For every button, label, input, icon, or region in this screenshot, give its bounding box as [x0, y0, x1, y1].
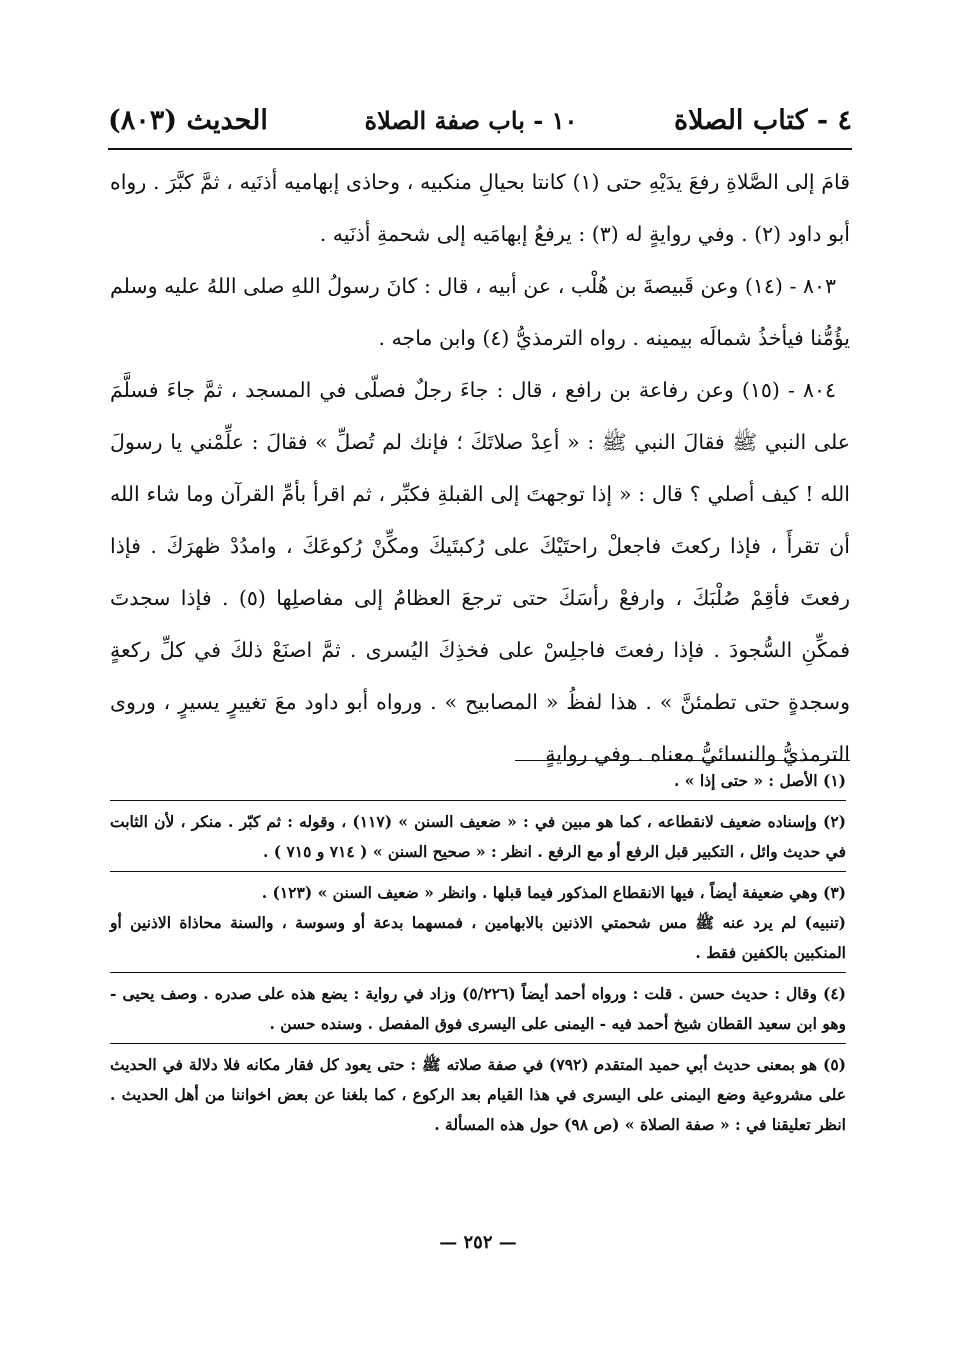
footnote-2: (٢) وإسناده ضعيف لانقطاعه ، كما هو مبين في : « ضعيف السنن » (١١٧) ، وقوله : ثم كبّر . منكر ، لأن الثابت في حديث وائل ، التكبير قبل الرفع أو مع الرفع . انظر : « صحيح السنن » ( ٧١٤ و ٧١٥ ) .	[110, 812, 846, 861]
page-number: — ٢٥٢ —	[439, 1232, 517, 1253]
footnote-4: (٤) وقال : حديث حسن . قلت : ورواه أحمد أيضاً (٥/٢٢٦) وزاد في رواية : يضع هذه على صدره . وصف يحيى - وهو ابن سعيد القطان شيخ أحمد فيه - اليمنى على اليسرى فوق المفصل . وسنده حسن .	[110, 984, 846, 1033]
footnote-divider	[110, 972, 846, 973]
footnote-5: (٥) هو بمعنى حديث أبي حميد المتقدم (٧٩٢) في صفة صلاته ﷺ : حتى يعود كل فقار مكانه فلا دلالة في الحديث على مشروعية وضع اليمنى على اليسرى في هذا القيام بعد الركوع ، كما بلغنا عن بعض اخواننا من أهل الحديث . انظر تعليقنا في : « صفة الصلاة » (ص ٩٨) حول هذه المسألة .	[110, 1055, 847, 1134]
footnote-divider	[110, 871, 846, 872]
header-chapter-title: ١٠ - باب صفة الصلاة	[364, 105, 578, 135]
header-book-title: ٤ - كتاب الصلاة	[674, 104, 852, 136]
footnote-separator	[515, 760, 850, 761]
footnote-divider	[110, 800, 846, 801]
paragraph-continuation: قامَ إلى الصَّلاةِ رفعَ يدَيْهِ حتى (١) كانتا بحيالِ منكبيه ، وحاذى إبهاميه أذنَيه ، ثمَّ كبَّرَ . رواه أبو داود (٢) . وفي روايةٍ له (٣) : يرفعُ إبهامَيه إلى شحمةِ أذنَيه .	[110, 170, 850, 246]
running-header	[108, 98, 852, 142]
paragraph-hadith-804: ٨٠٤ - (١٥) وعن رفاعة بن رافع ، قال : جاءَ رجلٌ فصلّى في المسجد ، ثمَّ جاءَ فسلَّمَ على النبي ﷺ فقالَ النبي ﷺ : « أعِدْ صلاتَكَ ؛ فإنك لم تُصلِّ » فقالَ : علِّمْني يا رسولَ الله ! كيف أصلي ؟ قال : « إذا توجهتَ إلى القبلةِ فكبِّر ، ثم اقرأ بأمِّ القرآن وما شاء الله أن تقرأَ ، فإذا ركعتَ فاجعلْ راحتَيْكَ على رُكبتَيكَ ومكِّنْ رُكوعَكَ ، وامدُدْ ظهرَكَ . فإذا رفعتَ فأقِمْ صُلْبَكَ ، وارفعْ رأسَكَ حتى ترجعَ العظامُ إلى مفاصلِها (٥) . فإذا سجدتَ فمكِّنِ السُّجودَ . فإذا رفعتَ فاجلِسْ على فخذِكَ اليُسرى . ثمَّ اصنَعْ ذلكَ في كلِّ ركعةٍ وسجدةٍ حتى تطمئنَّ » . هذا لفظُ « المصابيح » . ورواه أبو داود معَ تغييرٍ يسيرٍ ، وروى الترمذيُّ والنسائيُّ معناه . وفي روايةٍ	[110, 378, 850, 766]
header-divider	[108, 148, 852, 150]
header-hadith-number: الحديث (٨٠٣)	[108, 104, 268, 136]
footnote-3: (٣) وهي ضعيفة أيضاً ، فيها الانقطاع المذكور فيما قبلها . وانظر « ضعيف السنن » (١٢٣) .	[261, 883, 846, 902]
main-text	[110, 156, 850, 780]
footnote-divider	[110, 1043, 846, 1044]
paragraph-hadith-803: ٨٠٣ - (١٤) وعن قَبيصةَ بن هُلْب ، عن أبيه ، قال : كانَ رسولُ اللهِ صلى اللهُ عليه وسلم يؤُمُّنا فيأخذُ شمالَه بيمينه . رواه الترمذيُّ (٤) وابن ماجه .	[110, 274, 850, 350]
footnote-1: (١) الأصل : « حتى إذا » .	[673, 771, 846, 790]
footnote-3-note: (تنبيه) لم يرد عنه ﷺ مس شحمتي الاذنين بالابهامين ، فمسهما بدعة أو وسوسة ، والسنة محاذاة الاذنين أو المنكبين بالكفين فقط .	[110, 913, 846, 962]
footnotes	[110, 766, 846, 1144]
